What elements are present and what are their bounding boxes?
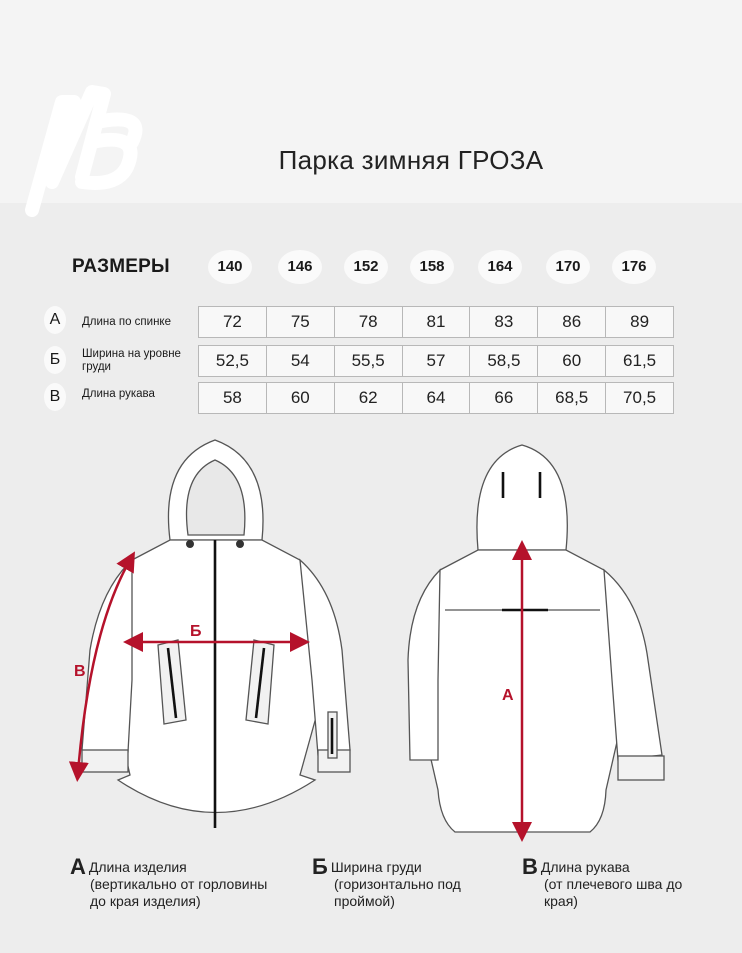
table-cell: 75 <box>267 307 335 337</box>
legend-b-title: Ширина груди <box>330 859 422 875</box>
table-cell: 60 <box>267 383 335 413</box>
table-row-chest-width <box>198 345 674 377</box>
legend-b <box>312 854 461 910</box>
legend-b-letter: Б <box>312 854 328 879</box>
row-label-chest-width: Ширина на уровне груди <box>82 348 181 373</box>
table-cell: 83 <box>470 307 538 337</box>
table-cell: 55,5 <box>335 346 403 376</box>
table-cell: 66 <box>470 383 538 413</box>
table-cell: 52,5 <box>199 346 267 376</box>
legend-a-title: Длина изделия <box>88 859 187 875</box>
row-letter-a: А <box>44 306 66 334</box>
table-cell: 81 <box>403 307 471 337</box>
table-cell: 61,5 <box>623 351 657 370</box>
legend-a-line3: до края изделия) <box>90 893 201 909</box>
table-cell: 78 <box>335 307 403 337</box>
legend-v <box>522 854 683 910</box>
table-cell: 70,5 <box>623 388 657 407</box>
marker-b-label: Б <box>190 623 202 640</box>
table-cell: 68,5 <box>538 383 606 413</box>
table-row-back-length <box>198 306 674 338</box>
table-cell: 89 <box>630 312 650 331</box>
jacket-diagram <box>0 420 742 850</box>
table-cell: 60 <box>538 346 606 376</box>
sizes-header-label: РАЗМЕРЫ <box>72 256 170 277</box>
size-header-164: 164 <box>478 250 522 284</box>
back-jacket-icon <box>408 445 664 832</box>
size-header-146: 146 <box>278 250 322 284</box>
table-cell: 54 <box>267 346 335 376</box>
table-cell: 58 <box>199 383 267 413</box>
row-label-back-length: Длина по спинке <box>82 316 171 328</box>
row-letter-v: В <box>44 383 66 411</box>
legend-a-letter: А <box>70 854 86 879</box>
table-cell: 57 <box>403 346 471 376</box>
row-label-sleeve-length: Длина рукава <box>82 388 155 400</box>
table-cell: 58,5 <box>470 346 538 376</box>
page-title: Парка зимняя ГРОЗА <box>278 145 544 175</box>
size-header-158: 158 <box>410 250 454 284</box>
size-header-170: 170 <box>546 250 590 284</box>
legend-b-line3: проймой) <box>334 893 395 909</box>
size-header-176: 176 <box>612 250 656 284</box>
legend-v-title: Длина рукава <box>540 859 630 875</box>
legend-b-line2: (горизонтально под <box>334 876 461 892</box>
legend-v-line2: (от плечевого шва до <box>544 876 683 892</box>
marker-a-label: А <box>502 687 514 704</box>
table-cell: 62 <box>335 383 403 413</box>
marker-v-label: В <box>74 663 86 680</box>
size-header-140: 140 <box>208 250 252 284</box>
table-cell: 64 <box>403 383 471 413</box>
size-header-152: 152 <box>344 250 388 284</box>
table-row-sleeve-length <box>198 382 674 414</box>
table-cell: 86 <box>538 307 606 337</box>
legend-v-line3: края) <box>544 893 578 909</box>
legend-a-line2: (вертикально от горловины <box>90 876 268 892</box>
legend-a <box>70 854 268 910</box>
row-letter-b: Б <box>44 346 66 374</box>
legend-v-letter: В <box>522 854 538 879</box>
table-cell: 72 <box>199 307 267 337</box>
